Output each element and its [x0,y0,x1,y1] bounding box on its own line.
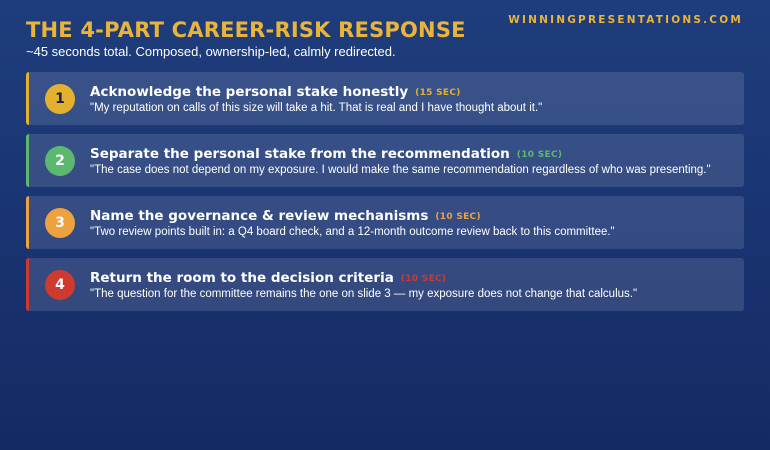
step-heading [90,83,461,101]
step-card-2 [26,134,744,187]
step-number-badge: 2 [45,146,75,176]
step-quote: "Two review points built in: a Q4 board check, and a 12-month outcome review back to this committee." [90,226,615,238]
step-number-badge: 3 [45,208,75,238]
slide-subtitle: ~45 seconds total. Composed, ownership-led, calmly redirected. [26,44,396,59]
step-title: Name the governance & review mechanisms [90,208,429,224]
step-number-badge: 1 [45,84,75,114]
step-title: Return the room to the decision criteria [90,270,394,286]
slide-title: THE 4-PART CAREER-RISK RESPONSE [26,18,466,42]
step-number-badge: 4 [45,270,75,300]
step-duration: (10 SEC) [435,212,481,222]
step-card-4 [26,258,744,311]
brand-watermark: WINNINGPRESENTATIONS.COM [508,14,743,26]
step-duration: (10 SEC) [400,274,447,284]
step-quote: "My reputation on calls of this size will take a hit. That is real and I have thought about it." [90,102,543,114]
step-heading [90,269,446,287]
step-card-1 [26,72,744,125]
step-quote: "The question for the committee remains the one on slide 3 — my exposure does not change that calculus." [90,288,638,300]
step-heading [90,207,481,225]
step-quote: "The case does not depend on my exposure. I would make the same recommendation regardless of who was presenting." [90,164,711,176]
step-card-3 [26,196,744,249]
step-duration: (15 SEC) [415,88,461,98]
step-duration: (10 SEC) [516,150,563,160]
steps-list [26,72,744,320]
step-heading [90,145,562,163]
step-title: Acknowledge the personal stake honestly [90,84,409,100]
step-title: Separate the personal stake from the recommendation [90,146,510,162]
